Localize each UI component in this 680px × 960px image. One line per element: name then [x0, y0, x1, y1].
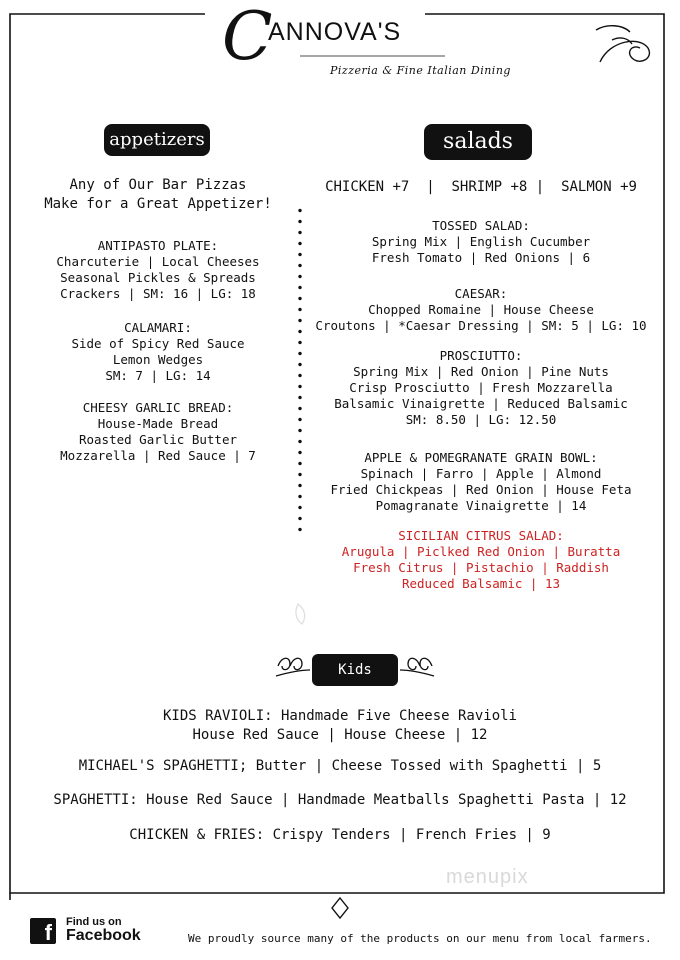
facebook-find-label: Find us on: [66, 916, 122, 928]
item-name: ANTIPASTO PLATE:: [97, 238, 219, 253]
facebook-icon[interactable]: f: [30, 918, 56, 944]
logo-initial: C: [222, 0, 273, 75]
item-name: CHEESY GARLIC BREAD:: [82, 400, 234, 415]
faint-ornament: [296, 604, 305, 624]
menupix-watermark: menupix: [446, 866, 529, 888]
item-name: TOSSED SALAD:: [432, 218, 530, 233]
kids-item-chicken-fries: CHICKEN & FRIES: Crispy Tenders | French Fries | 9: [129, 827, 551, 843]
appetizer-item-antipasto: ANTIPASTO PLATE: Charcuterie | Local Cheeses Seasonal Pickles & Spreads Crackers | SM: 16 | LG: 18: [20, 238, 296, 302]
appetizer-item-garlic-bread: CHEESY GARLIC BREAD: House-Made Bread Roasted Garlic Butter Mozzarella | Red Sauce | 7: [20, 400, 296, 464]
kids-item-michaels-spaghetti: MICHAEL'S SPAGHETTI; Butter | Cheese Tossed with Spaghetti | 5: [78, 758, 602, 774]
item-name: SICILIAN CITRUS SALAD:: [398, 528, 564, 543]
logo-subtitle: Pizzeria & Fine Italian Dining: [330, 64, 511, 77]
item-name: CALAMARI:: [124, 320, 192, 335]
kids-heading: Kids: [312, 654, 398, 686]
salad-item-tossed: TOSSED SALAD: Spring Mix | English Cucumber Fresh Tomato | Red Onions | 6: [306, 218, 656, 266]
salad-item-grain-bowl: APPLE & POMEGRANATE GRAIN BOWL: Spinach | Farro | Apple | Almond Fried Chickpeas | Red Onion | House Feta Pomagranate Vinaigrette | 14: [306, 450, 656, 514]
salad-item-sicilian-citrus: SICILIAN CITRUS SALAD: Arugula | Piclked Red Onion | Buratta Fresh Citrus | Pistachio | Raddish Reduced Balsamic | 13: [306, 528, 656, 592]
salad-item-caesar: CAESAR: Chopped Romaine | House Cheese Croutons | *Caesar Dressing | SM: 5 | LG: 10: [306, 286, 656, 334]
salad-addons: CHICKEN +7 | SHRIMP +8 | SALMON +9: [325, 179, 637, 195]
flourish-kids-right: [400, 658, 434, 676]
salad-item-prosciutto: PROSCIUTTO: Spring Mix | Red Onion | Pine Nuts Crisp Prosciutto | Fresh Mozzarella Balsamic Vinaigrette | Reduced Balsamic SM: 8.50 | LG: 12.50: [306, 348, 656, 428]
item-name: PROSCIUTTO:: [439, 348, 523, 363]
item-name: APPLE & POMEGRANATE GRAIN BOWL:: [364, 450, 598, 465]
flourish-top-right: [596, 26, 649, 62]
appetizer-item-calamari: CALAMARI: Side of Spicy Red Sauce Lemon Wedges SM: 7 | LG: 14: [20, 320, 296, 384]
footer-note: We proudly source many of the products on our menu from local farmers.: [188, 932, 652, 945]
column-divider: [297, 205, 303, 535]
logo-name: ANNOVA'S: [268, 18, 402, 46]
salads-heading: salads: [424, 124, 532, 160]
facebook-link[interactable]: Facebook: [66, 927, 141, 944]
kids-item-ravioli: KIDS RAVIOLI: Handmade Five Cheese Ravioli House Red Sauce | House Cheese | 12: [162, 708, 517, 743]
item-name: CAESAR:: [454, 286, 508, 301]
kids-item-spaghetti: SPAGHETTI: House Red Sauce | Handmade Meatballs Spaghetti Pasta | 12: [53, 792, 627, 808]
flourish-kids-left: [276, 658, 310, 676]
appetizers-heading: appetizers: [104, 124, 210, 156]
appetizers-intro: Any of Our Bar Pizzas Make for a Great Appetizer!: [44, 177, 272, 212]
